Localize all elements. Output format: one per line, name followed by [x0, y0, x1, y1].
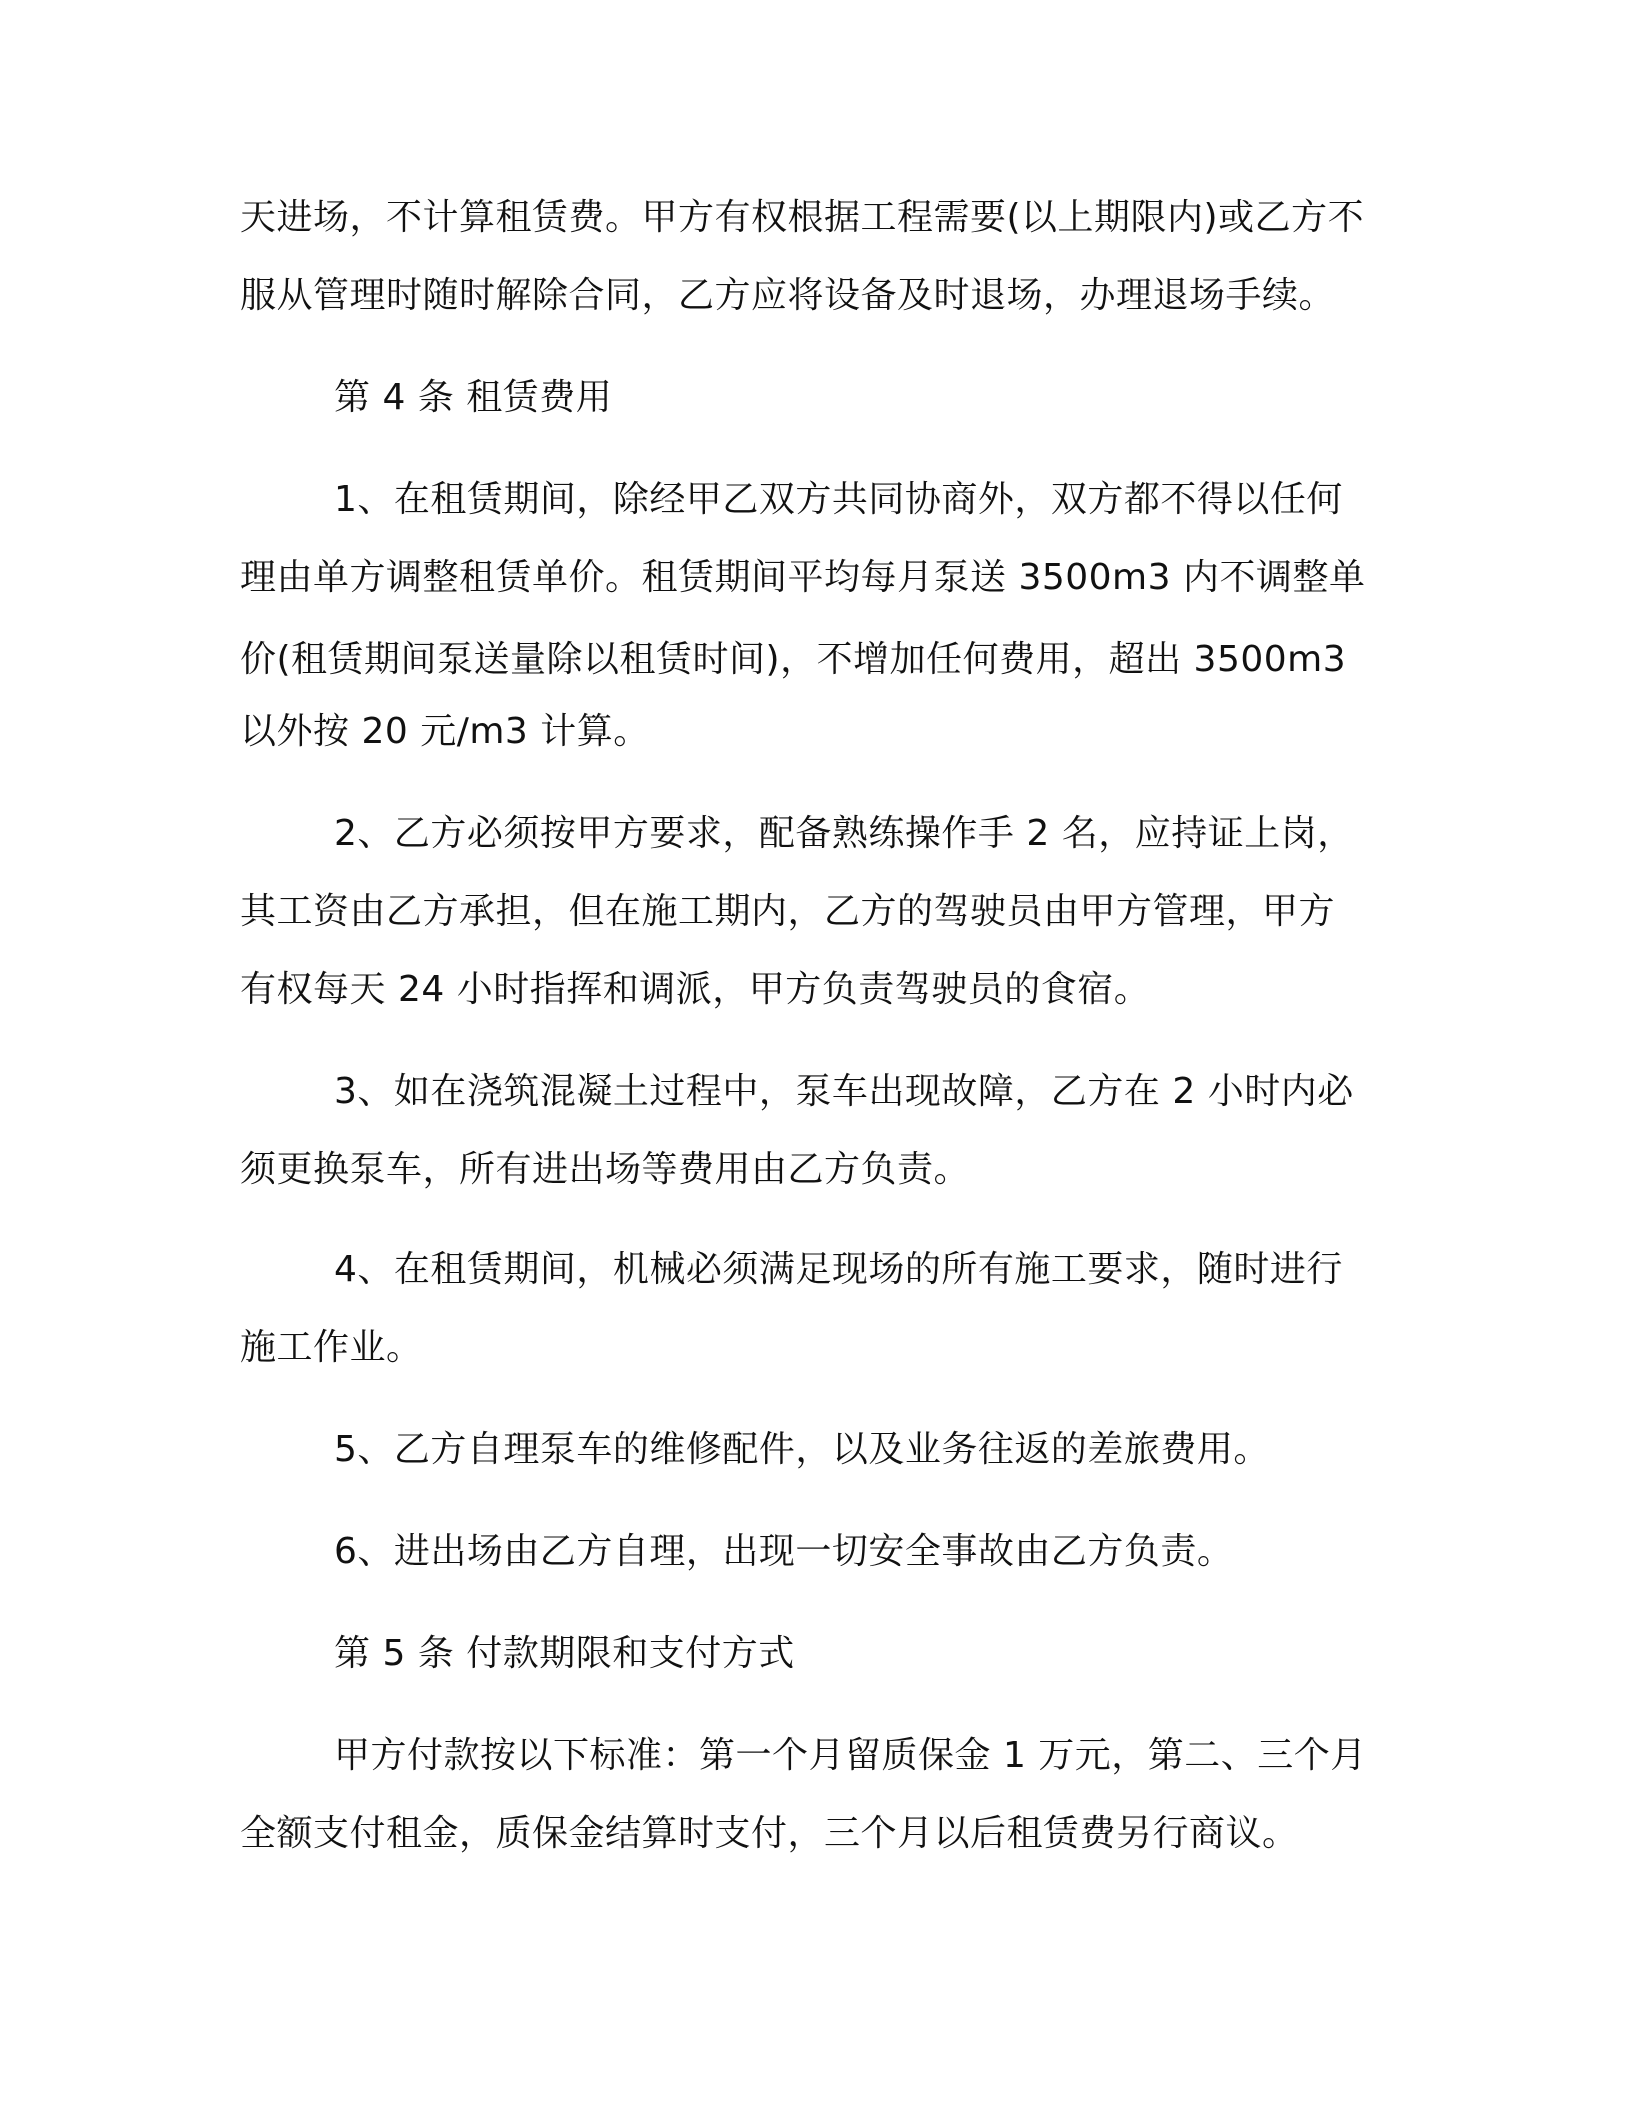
- text-line: 全额支付租金，质保金结算时支付，三个月以后租赁费另行商议。: [240, 1813, 1299, 1854]
- text-line: 服从管理时随时解除合同，乙方应将设备及时退场，办理退场手续。: [240, 275, 1336, 316]
- text-line: 5、乙方自理泵车的维修配件，以及业务往返的差旅费用。: [334, 1429, 1270, 1470]
- text-line: 以外按 20 元/m3 计算。: [240, 711, 650, 752]
- text-line: 理由单方调整租赁单价。租赁期间平均每月泵送 3500m3 内不调整单: [240, 557, 1366, 598]
- text-line: 有权每天 24 小时指挥和调派，甲方负责驾驶员的食宿。: [240, 969, 1151, 1010]
- text-line: 6、进出场由乙方自理，出现一切安全事故由乙方负责。: [334, 1531, 1234, 1572]
- text-line: 1、在租赁期间，除经甲乙双方共同协商外，双方都不得以任何: [334, 479, 1343, 520]
- text-line: 天进场，不计算租赁费。甲方有权根据工程需要(以上期限内)或乙方不: [240, 197, 1365, 238]
- text-line: 施工作业。: [240, 1327, 423, 1368]
- text-line: 2、乙方必须按甲方要求，配备熟练操作手 2 名，应持证上岗，: [334, 813, 1354, 854]
- text-line: 4、在租赁期间，机械必须满足现场的所有施工要求，随时进行: [334, 1249, 1343, 1290]
- text-line: 价(租赁期间泵送量除以租赁时间)，不增加任何费用，超出 3500m3: [240, 639, 1347, 680]
- text-line: 甲方付款按以下标准：第一个月留质保金 1 万元，第二、三个月: [334, 1735, 1367, 1776]
- section-heading: 第 4 条 租赁费用: [334, 377, 613, 418]
- text-line: 其工资由乙方承担，但在施工期内，乙方的驾驶员由甲方管理，甲方: [240, 891, 1336, 932]
- section-heading: 第 5 条 付款期限和支付方式: [334, 1633, 795, 1674]
- text-line: 3、如在浇筑混凝土过程中，泵车出现故障，乙方在 2 小时内必: [334, 1071, 1354, 1112]
- text-line: 须更换泵车，所有进出场等费用由乙方负责。: [240, 1149, 971, 1190]
